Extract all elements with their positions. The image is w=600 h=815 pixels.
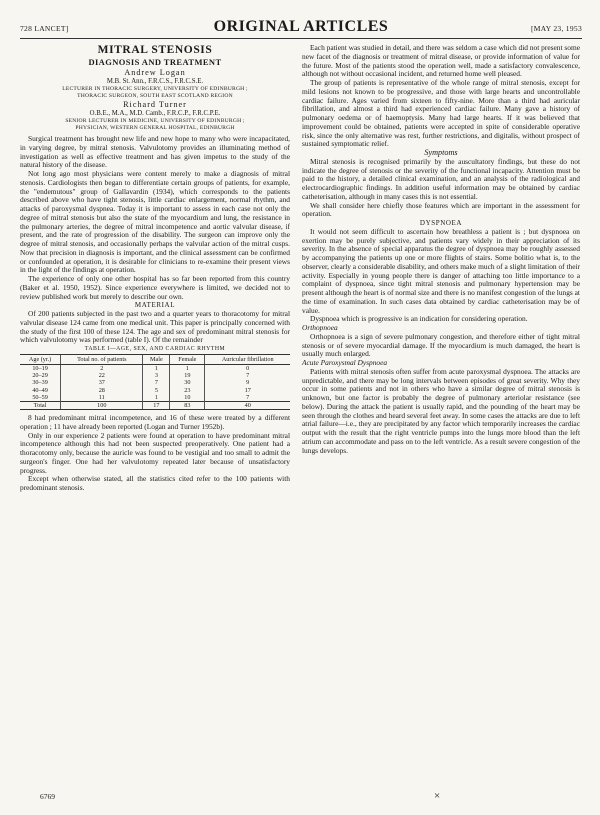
table-cell: 1 [143, 394, 170, 402]
section-heading-symptoms: Symptoms [424, 148, 458, 157]
age-sex-rhythm-table [20, 354, 290, 410]
body-paragraph: Of 200 patients subjected in the past two and a quarter years to thoracotomy for mitral valvular disease 124 came from one medical unit. This paper is principally concerned with the study of the first 100 of these 124. The age and sex of predominant mitral stenosis for which valvulotomy was performed (table I). Of the remainder [20, 309, 290, 345]
table-cell: 7 [205, 372, 290, 379]
table-cell: 17 [205, 387, 290, 394]
table-cell: 0 [205, 364, 290, 372]
body-paragraph: Dyspnoea which is progressive is an indication for considering operation. [310, 314, 528, 324]
table-cell: 7 [205, 394, 290, 402]
article-title: MITRAL STENOSIS [97, 44, 213, 56]
author-degrees: O.B.E., M.A., M.D. Camb., F.R.C.P., F.R.C.P.E. [89, 110, 221, 117]
table-cell: 11 [61, 394, 143, 402]
table-cell: 37 [61, 379, 143, 386]
section-heading-material: MATERIAL [134, 301, 176, 310]
body-paragraph: Orthopnoea is a sign of severe pulmonary congestion, and therefore either of tight mitral stenosis or of severe myocardial damage. If the myocardium is much damaged, the heart is usually much enlarged. [302, 331, 580, 359]
table-cell: 2 [61, 364, 143, 372]
body-paragraph: Except when otherwise stated, all the statistics cited refer to the 100 patients with predominant stenosis. [20, 474, 290, 493]
author-affiliation: SENIOR LECTURER IN MEDICINE, UNIVERSITY OF EDINBURGH ; [65, 118, 245, 124]
table-cell: Total [20, 401, 61, 409]
author-degrees: M.B. St. Ann., F.R.C.S., F.R.C.S.E. [106, 78, 204, 85]
table-header-cell: Total no. of patients [61, 354, 143, 364]
table-caption: TABLE I—AGE, SEX, AND CARDIAC RHYTHM [84, 346, 226, 352]
issue-date: [MAY 23, 1953 [530, 24, 582, 33]
table-header-cell: Auricular fibrillation [205, 354, 290, 364]
table-cell: 40–49 [32, 386, 48, 394]
table-row [20, 387, 290, 394]
table-cell: 20–29 [32, 372, 48, 380]
table-cell: 9 [205, 379, 290, 386]
article-subtitle: DIAGNOSIS AND TREATMENT [88, 57, 222, 67]
author-name: Andrew Logan [124, 68, 186, 77]
table-cell: 30–39 [32, 379, 48, 387]
body-paragraph: Surgical treatment has brought new life and new hope to many who were incapacitated, in varying degree, by mitral stenosis. Valvulotomy provides an illuminating method of investigation as well as effective treatment and has given impetus to the study of the natural history of the disease. [20, 134, 290, 170]
table-cell: 5 [143, 387, 170, 394]
subsection-heading-acute-dyspnoea: Acute Paroxysmal Dyspnoea [302, 358, 388, 367]
table-cell: 23 [170, 387, 205, 394]
body-paragraph: 8 had predominant mitral incompetence, and 16 of these were treated by a different operation ; 11 have already been reported (Logan and Turner 1952b). [20, 413, 290, 431]
table-cell: 28 [61, 387, 143, 394]
author-affiliation: THORACIC SURGEON, SOUTH EAST SCOTLAND REGION [77, 93, 233, 99]
table-header-cell: Male [143, 354, 170, 364]
journal-section-title: ORIGINAL ARTICLES [213, 18, 389, 35]
subsection-heading-orthopnoea: Orthopnoea [302, 323, 338, 332]
table-cell: 50–59 [32, 393, 48, 401]
table-cell: 22 [61, 372, 143, 379]
table-cell: 3 [143, 372, 170, 379]
right-column [302, 44, 580, 455]
table-row [20, 394, 290, 402]
cross-mark: × [434, 790, 441, 802]
table-cell: 40 [205, 401, 290, 409]
table-total-row [20, 401, 290, 409]
body-paragraph: Patients with mitral stenosis often suffer from acute paroxysmal dyspnoea. The attacks are unpredictable, and there may be long intervals between episodes of great severity. Why they occur in some patients and not in others who have a similar degree of mitral stenosis is unknown, but one factor is probably the degree of pulmonary arteriolar resistance (see below). During the attack the patient is usually rapid, and the pounding of the heart may be seen through the clothes and heard several feet away. In some cases the attacks are due to left atrial failure—i.e., they are precipitated by any factor which temporarily increases the cardiac output with the result that the right ventricle pumps into the lungs more blood than the left atrium can accommodate and pass on to the left ventricle. As a result severe congestion of the lungs develops. [302, 366, 580, 455]
page-number: 728 LANCET] [20, 24, 69, 33]
body-paragraph: Each patient was studied in detail, and there was seldom a case which did not present some new facet of the diagnosis or treatment of mitral disease, or provide information of value for the future. Most of the patients stood the operation well, made a satisfactory convalescence, although not without occasional incident, and returned home well pleased. [302, 43, 580, 79]
body-paragraph: The experience of only one other hospital has so far been reported from this country (Baker et al. 1950, 1952). Since experience everywhere is limited, we decided not to review published work but merely to describe our own. [20, 274, 290, 301]
left-column [20, 44, 290, 493]
table-cell: 1 [170, 364, 205, 372]
author-affiliation: PHYSICIAN, WESTERN GENERAL HOSPITAL, EDINBURGH [75, 125, 235, 131]
body-paragraph: We shall consider here chiefly those features which are important in the assessment for operation. [302, 200, 580, 219]
table-cell: 17 [143, 401, 170, 409]
table-cell: 1 [143, 364, 170, 372]
subsection-heading-dyspnoea: DYSPNOEA [419, 219, 463, 227]
body-paragraph: Not long ago most physicians were content merely to make a diagnosis of mitral stenosis. Cardiologists then began to differentiate certain groups of patients, for example, the "endemutous" group of Gallavardin (1934), which corresponds to the patients described above who have tight stenosis, little cardiac enlargement, normal rhythm, and attacks of paroxysmal dyspnea. Today it is important to assess in each case not only the degree of mitral stenosis but also the state of the myocardium and lung, the resistance in the pulmonary arteries, the degree of mitral incompetence and aortic valvular disease, if present, and the rate of progression of the disability. The surgeon can improve only the degree of mitral stenosis, and occasionally perhaps the valvular action of the mitral cusps. Now that precision in diagnosis is important, and the clinical assessment can be confirmed or confounded at operation, it is desirable for clinicians to re-examine their present views in the light of the findings at operation. [20, 169, 290, 275]
table-header-cell: Age (yr.) [20, 354, 61, 364]
table-cell: 30 [170, 379, 205, 386]
table-cell: 100 [61, 401, 143, 409]
table-cell: 7 [143, 379, 170, 386]
page-folio: 6769 [40, 792, 55, 801]
author-name: Richard Turner [123, 100, 187, 109]
table-cell: 10–19 [32, 364, 48, 372]
table-cell: 10 [170, 394, 205, 402]
body-paragraph: Only in our experience 2 patients were found at operation to have predominant mitral incompetence although this had not been suspected preoperatively. One patient had a thoracotomy only, because the auricle was found to be vestigial and too small to admit the surgeon's finger. One had her valvulotomy repeated later because of unsatisfactory progress. [20, 430, 290, 475]
table-row [20, 364, 290, 372]
table-row [20, 379, 290, 386]
table-row [20, 372, 290, 379]
author-affiliation: LECTURER IN THORACIC SURGERY, UNIVERSITY OF EDINBURGH ; [62, 86, 248, 92]
running-header [20, 18, 582, 39]
body-paragraph: The group of patients is representative of the whole range of mitral stenosis, except for mild lesions not known to be progressive, and those with large hearts and uncontrollable cardiac failure. Ages varied from sixteen to fifty-nine. More than a third had auricular fibrillation, and almost a third had experienced cardiac failure. Many gave a history of pulmonary oedema or of haemoptysis. Many had large hearts. If it was believed that improvement could be obtained, patients were accepted in spite of considerable operative risk, since the only alternative was rest, further restrictions, and digitalis, without prospect of sustained symptomatic relief. [302, 78, 580, 149]
table-header-cell: Female [170, 354, 205, 364]
table-cell: 19 [170, 372, 205, 379]
table-cell: 83 [170, 401, 205, 409]
body-paragraph: It would not seem difficult to ascertain how breathless a patient is ; but dyspnoea on exertion may be purely subjective, and patients vary widely in their appreciation of its severity. In the absence of special apparatus the degree of dyspnoea may be roughly assessed by accompanying the patients up one or more flights of stairs. Some bolitio what is, to the observer, clearly a considerable disability, and others make much of a slight limitation of their activity. Especially in young people there is danger of attaching too little importance to a complaint of dyspnoea, since tight mitral stenosis and pulmonary hypertension may be present although the heart is of normal size and there is no manifest congestion of the lungs at the time of examination. In such cases data obtained by cardiac catheterisation may be of value. [302, 226, 580, 315]
body-paragraph: Mitral stenosis is recognised primarily by the auscultatory findings, but these do not indicate the degree of stenosis or the severity of the functional incapacity. Attention must be paid to the history, a detailed clinical examination, and an analysis of the radiological and electrocardiographic findings. In addition useful information may be obtained by cardiac catheterisation, although in many cases this is not essential. [302, 156, 580, 201]
